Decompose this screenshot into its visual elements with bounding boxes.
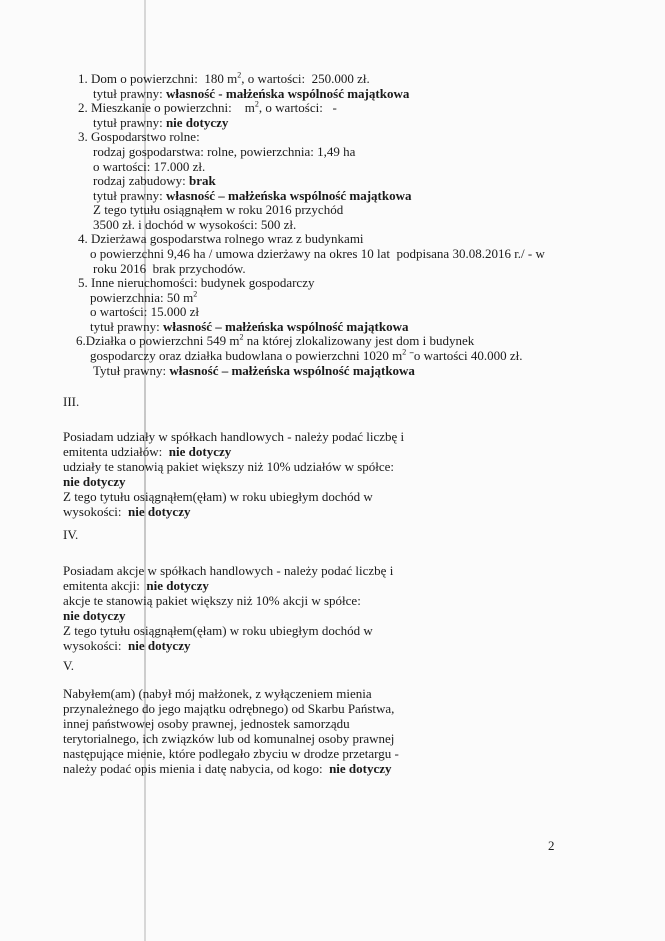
text-segment: tytuł prawny: — [93, 115, 166, 130]
bold-text: nie dotyczy — [329, 761, 392, 776]
document-line — [93, 188, 412, 203]
text-segment: 2. Mieszkanie o powierzchni: m — [78, 100, 255, 115]
text-segment: Posiadam udziały w spółkach handlowych - należy podać liczbę i — [63, 429, 405, 444]
text-segment: 6.Działka o powierzchni 549 m — [76, 333, 240, 348]
text-segment: 3500 zł. i dochód w wysokości: 500 zł. — [93, 217, 297, 232]
text-segment: rodzaj gospodarstwa: rolne, powierzchnia: 1,49 ha — [93, 144, 356, 159]
document-line — [63, 731, 394, 746]
text-segment: Posiadam akcje w spółkach handlowych - należy podać liczbę i — [63, 563, 394, 578]
text-segment: tytuł prawny: — [93, 86, 166, 101]
document-line — [93, 173, 216, 188]
text-segment: następujące mienie, które podlegało zbyciu w drodze przetargu - — [63, 746, 399, 761]
document-line — [63, 459, 394, 474]
document-line — [63, 686, 372, 701]
text-segment: Z tego tytułu osiągnąłem(ęłam) w roku ubiegłym dochód w — [63, 489, 373, 504]
document-line — [63, 638, 190, 653]
document-line — [76, 333, 474, 348]
text-segment: o wartości: 15.000 zł — [90, 304, 200, 319]
bold-text: nie dotyczy — [146, 578, 209, 593]
document-line — [63, 444, 231, 459]
document-line — [93, 115, 228, 130]
document-line — [78, 100, 337, 115]
document-line — [63, 504, 190, 519]
text-segment: , o wartości: - — [258, 100, 337, 115]
text-segment: wysokości: — [63, 504, 128, 519]
text-segment: Nabyłem(am) (nabył mój małżonek, z wyłączeniem mienia — [63, 686, 372, 701]
bold-text: własność – małżeńska wspólność majątkowa — [162, 319, 409, 334]
document-line — [90, 348, 523, 363]
text-segment: 5. Inne nieruchomości: budynek gospodarczy — [78, 275, 315, 290]
document-line — [93, 144, 355, 159]
text-segment: IV. — [63, 527, 79, 542]
document-line — [78, 231, 364, 246]
text-segment: III. — [63, 394, 80, 409]
text-segment: tytuł prawny: — [93, 188, 166, 203]
document-line — [63, 608, 125, 623]
document-line — [78, 129, 200, 144]
text-segment: należy podać opis mienia i datę nabycia, od kogo: — [63, 761, 330, 776]
bold-text: nie dotyczy — [128, 504, 191, 519]
text-segment: przynależnego do jego majątku odrębnego) od Skarbu Państwa, — [63, 701, 395, 716]
document-line — [63, 429, 404, 444]
text-segment: innej państwowej osoby prawnej, jednostek samorządu — [63, 716, 350, 731]
text-segment: 1. Dom o powierzchni: 180 m — [78, 71, 238, 86]
bold-text: własność – małżeńska wspólność majątkowa — [165, 188, 412, 203]
text-segment: emitenta udziałów: — [63, 444, 169, 459]
document-line — [78, 275, 314, 290]
text-segment: , o wartości: 250.000 zł. — [241, 71, 370, 86]
text-segment: 2 — [193, 289, 198, 299]
text-segment: o powierzchni 9,46 ha / umowa dzierżawy na okres 10 lat podpisana 30.08.2016 r./ - w — [90, 246, 545, 261]
text-segment: rodzaj zabudowy: — [93, 173, 190, 188]
bold-text: nie dotyczy — [63, 608, 126, 623]
text-segment: na której zlokalizowany jest dom i budynek — [243, 333, 475, 348]
document-line — [78, 71, 370, 86]
text-segment: emitenta akcji: — [63, 578, 147, 593]
text-segment: wysokości: — [63, 638, 128, 653]
document-line — [90, 290, 197, 305]
text-segment: Z tego tytułu osiągnąłem(ęłam) w roku ubiegłym dochód w — [63, 623, 373, 638]
document-line — [93, 363, 415, 378]
text-segment: terytorialnego, ich związków lub od komunalnej osoby prawnej — [63, 731, 395, 746]
text-segment: o wartości: 17.000 zł. — [93, 159, 206, 174]
document-line — [90, 304, 199, 319]
bold-text: własność – małżeńska wspólność majątkowa — [169, 363, 415, 378]
document-line — [93, 86, 409, 101]
document-line — [63, 563, 393, 578]
document-line — [63, 746, 399, 761]
document-line — [63, 394, 79, 409]
text-segment: powierzchnia: 50 m — [90, 290, 194, 305]
bold-text: nie dotyczy — [165, 115, 229, 130]
document-line — [63, 489, 373, 504]
bold-text: własność - małżeńska wspólność majątkowa — [165, 86, 410, 101]
text-segment: gospodarczy oraz działka budowlana o powierzchni 1020 m — [90, 348, 403, 363]
text-segment: 2 — [239, 332, 244, 342]
document-line — [63, 593, 361, 608]
text-segment: 2 — [237, 70, 242, 80]
bold-text: nie dotyczy — [63, 474, 126, 489]
text-segment: Tytuł prawny: — [93, 363, 170, 378]
bold-text: brak — [189, 173, 216, 188]
document-line — [63, 474, 125, 489]
document-line — [63, 658, 74, 673]
text-segment: 2 — [402, 347, 407, 357]
document-line — [63, 716, 350, 731]
document-line — [63, 761, 392, 776]
document-line — [63, 623, 373, 638]
text-segment: 4. Dzierżawa gospodarstwa rolnego wraz z budynkami — [78, 231, 364, 246]
page-number — [548, 838, 555, 853]
document-line — [63, 701, 394, 716]
bold-text: nie dotyczy — [168, 444, 232, 459]
document-line — [93, 261, 246, 276]
document-line — [63, 578, 209, 593]
text-segment: V. — [63, 658, 74, 673]
text-segment: 3. Gospodarstwo rolne: — [78, 129, 200, 144]
document-line — [90, 246, 545, 261]
text-segment: Z tego tytułu osiągnąłem w roku 2016 przychód — [93, 202, 344, 217]
document-line — [63, 527, 78, 542]
text-segment: ˉo wartości 40.000 zł. — [406, 348, 523, 363]
document-line — [93, 202, 343, 217]
text-segment: tytuł prawny: — [90, 319, 163, 334]
text-segment: udziały te stanowią pakiet większy niż 10% udziałów w spółce: — [63, 459, 395, 474]
text-segment: 2 — [548, 838, 555, 853]
text-segment: 2 — [254, 99, 259, 109]
document-line — [93, 217, 296, 232]
document-line — [90, 319, 409, 334]
text-segment: akcje te stanowią pakiet większy niż 10% akcji w spółce: — [63, 593, 361, 608]
text-segment: roku 2016 brak przychodów. — [93, 261, 246, 276]
bold-text: nie dotyczy — [128, 638, 191, 653]
document-line — [93, 159, 205, 174]
